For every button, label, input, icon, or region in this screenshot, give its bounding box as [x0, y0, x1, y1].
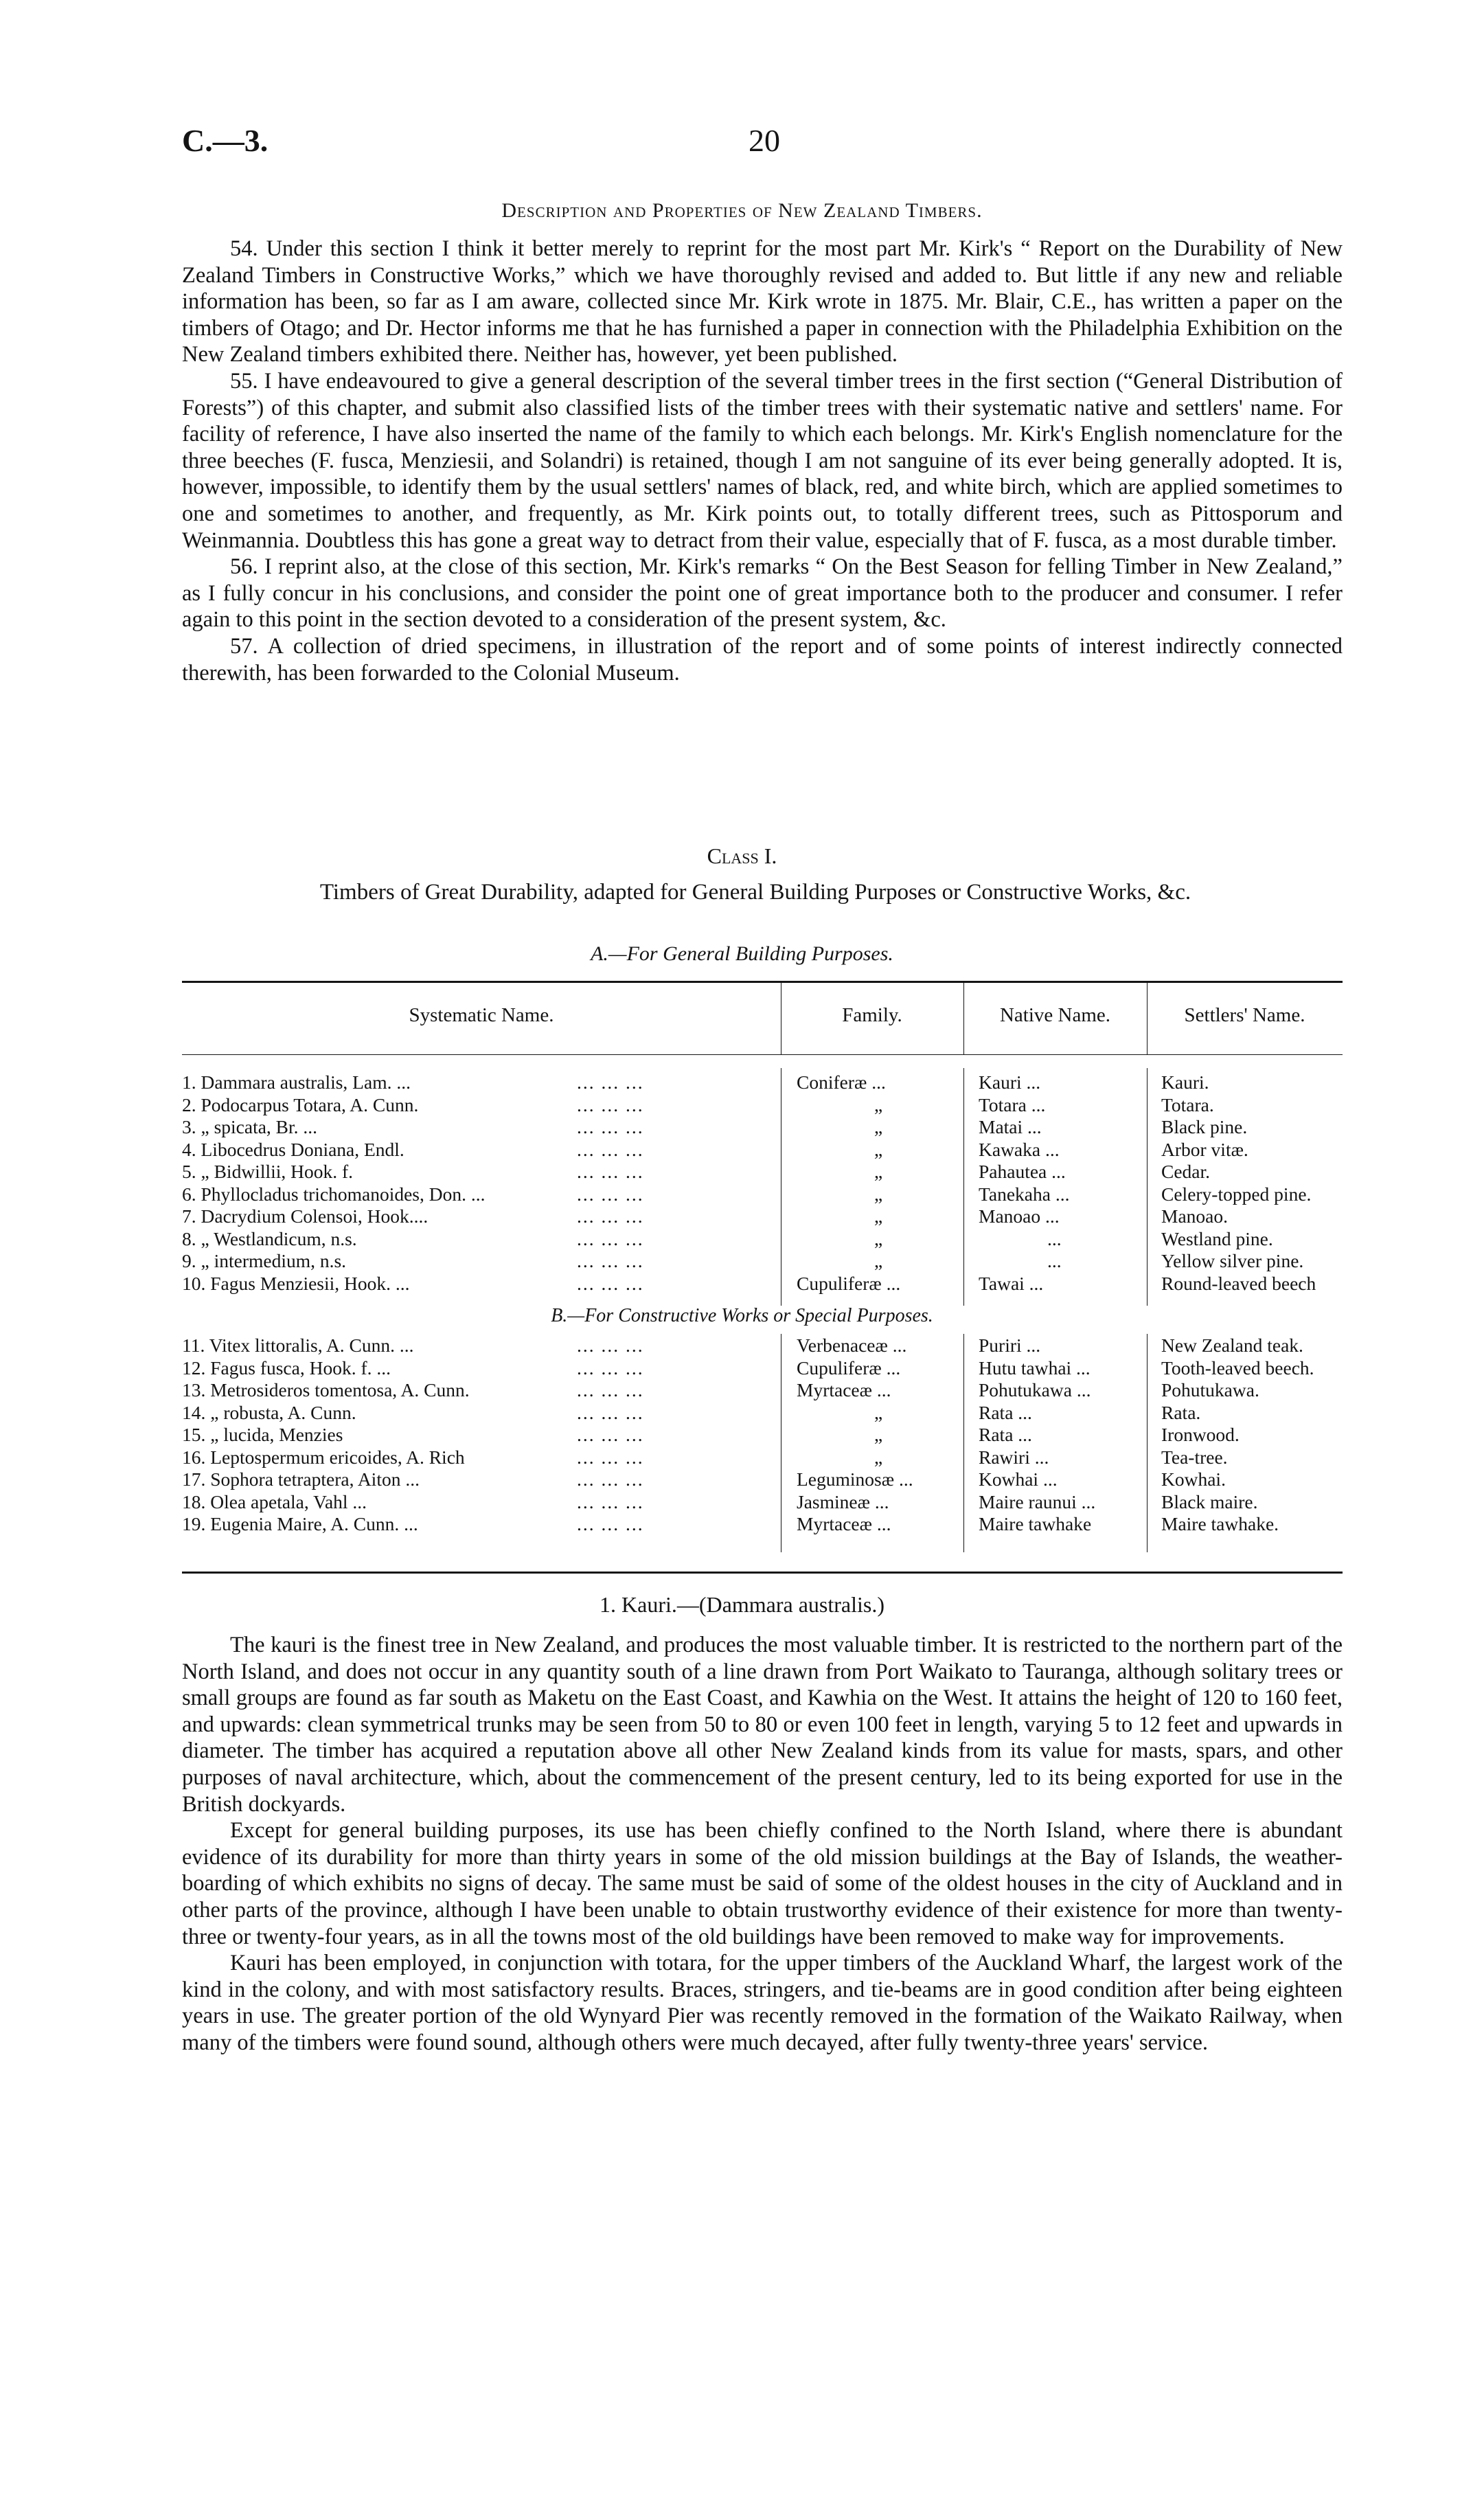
table-row: 14. „ robusta, A. Cunn. ... ... ... „ Rata ... Rata.: [182, 1401, 1201, 1423]
class-heading: Class I.: [707, 843, 777, 868]
table-row: 1. Dammara australis, Lam. ... ... ... ... Coniferæ ... Kauri ... Kauri.: [182, 1071, 1209, 1093]
kauri-text: [182, 1632, 1343, 2056]
table-row: 4. Libocedrus Doniana, Endl. ... ... ... „ Kawaka ... Arbor vitæ.: [182, 1138, 1248, 1160]
table-row: 5. „ Bidwillii, Hook. f. ... ... ... „ Pahautea ... Cedar.: [182, 1161, 1211, 1182]
paragraph-55: 55. I have endeavoured to give a general description of the several timber trees in the first section (“General Distribution of Forests”) of this chapter, and submit also classified lists of the timber trees with their systematic native and settlers' name. For facility of reference, I have also inserted the name of the family to which each belongs. Mr. Kirk's English nomenclature for the three beeches (F. fusca, Menziesii, and Solandri) is retained, though I am not sanguine of its ever being generally adopted. It is, however, impossible, to identify them by the usual settlers' names of black, red, and white birch, which are applied sometimes to one and sometimes to another, and frequently, as Mr. Kirk points out, to totally different trees, such as Pittosporum and Weinmannia. Doubtless this has gone a great way to detract from their value, especially that of F. fusca, as a most durable timber.: [182, 368, 1343, 553]
kauri-paragraph-3: Kauri has been employed, in conjunction with totara, for the upper timbers of the Auckland Wharf, the largest work of the kind in the colony, and with most satisfactory results. Braces, stringers, and tie-beams are in good condition after being eighteen years in use. The greater portion of the old Wynyard Pier was recently removed in the formation of the Waikato Railway, when many of the timbers were found sound, although others were much decayed, after fully twenty-three years' service.: [182, 1951, 1343, 2055]
table-row: 15. „ lucida, Menzies ... ... ... „ Rata ... Ironwood.: [182, 1424, 1240, 1445]
table-row: 18. Olea apetala, Vahl ... ... ... ... Jasmineæ ... Maire raunui ... Black maire.: [182, 1490, 1258, 1512]
subsection-b-title: B.—For Constructive Works or Special Purposes.: [551, 1305, 933, 1326]
table-header-rule: [182, 1054, 1343, 1055]
table-row: 16. Leptospermum ericoides, A. Rich ... ... ... „ Rawiri ... Tea-tree.: [182, 1446, 1228, 1468]
table-row: 10. Fagus Menziesii, Hook. ... ... ... ... Cupuliferæ ... Tawai ... Round-leaved beech: [182, 1272, 1316, 1294]
header-native: Native Name.: [999, 1004, 1111, 1026]
header-settlers: Settlers' Name.: [1184, 1004, 1305, 1026]
table-row: 9. „ intermedium, n.s. ... ... ... „ ... Yellow silver pine.: [182, 1250, 1304, 1271]
kauri-paragraph-2: Except for general building purposes, its use has been chiefly confined to the North Island, where there is abundant evidence of its durability for more than thirty years in some of the old mission buildings at the Bay of Islands, the weather-boarding of which exhibits no signs of decay. The same must be said of some of the oldest houses in the city of Auckland and in other parts of the province, although I have been unable to obtain trustworthy evidence of their existence for more than twenty-three or twenty-four years, as in all the towns most of the old buildings have been removed to make way for improvements.: [182, 1818, 1343, 1949]
table-top-rule: [182, 981, 1343, 983]
paragraph-57: 57. A collection of dried specimens, in illustration of the report and of some points of interest indirectly connected therewith, has been forwarded to the Colonial Museum.: [182, 633, 1343, 685]
table-row: 17. Sophora tetraptera, Aiton ... ... ... ... Leguminosæ ... Kowhai ... Kowhai.: [182, 1468, 1226, 1490]
table-row: 8. „ Westlandicum, n.s. ... ... ... „ ... Westland pine.: [182, 1227, 1273, 1249]
table-row: 11. Vitex littoralis, A. Cunn. ... ... ... ... Verbenaceæ ... Puriri ... New Zealand teak.: [182, 1335, 1303, 1356]
header-family: Family.: [842, 1004, 902, 1026]
kauri-paragraph-1: The kauri is the finest tree in New Zealand, and produces the most valuable timber. It is restricted to the northern part of the North Island, and does not occur in any quantity south of a line drawn from Port Waikato to Tauranga, although solitary trees or small groups are found as far south as Maketu on the East Coast, and Kawhia on the West. It attains the height of 120 to 160 feet, and upwards: clean symmetrical trunks may be seen from 50 to 80 or even 100 feet in length, varying 5 to 12 feet and upwards in diameter. The timber has acquired a reputation above all other New Zealand kinds from its value for masts, spars, and other purposes of naval architecture, which, about the commencement of the present century, led to its being exported for use in the British dockyards.: [182, 1633, 1343, 1817]
subsection-a-title: A.—For General Building Purposes.: [591, 942, 893, 965]
table-row: 19. Eugenia Maire, A. Cunn. ... ... ... ... Myrtaceæ ... Maire tawhake Maire tawhake.: [182, 1513, 1279, 1534]
document-code: C.—3.: [182, 123, 269, 158]
table-bottom-rule: [182, 1572, 1343, 1574]
page-number: 20: [749, 123, 780, 158]
table-b: [182, 1335, 1343, 1536]
table-row: 2. Podocarpus Totara, A. Cunn. ... ... ... „ Totara ... Totara.: [182, 1093, 1214, 1115]
table-row: 13. Metrosideros tomentosa, A. Cunn. ... ... ... Myrtaceæ ... Pohutukawa ... Pohutukawa.: [182, 1379, 1259, 1400]
table-row: 6. Phyllocladus trichomanoides, Don. ... ... ... ... „ Tanekaha ... Celery-topped pine.: [182, 1183, 1312, 1205]
kauri-heading: 1. Kauri.—(Dammara australis.): [600, 1592, 884, 1617]
table-row: 7. Dacrydium Colensoi, Hook.... ... ... ... „ Manoao ... Manoao.: [182, 1205, 1228, 1227]
table-row: 3. „ spicata, Br. ... ... ... ... „ Matai ... Black pine.: [182, 1116, 1248, 1137]
header-systematic: Systematic Name.: [409, 1004, 554, 1026]
paragraph-56: 56. I reprint also, at the close of this section, Mr. Kirk's remarks “ On the Best Season for felling Timber in New Zealand,” as I fully concur in his conclusions, and consider the point one of great importance both to the producer and consumer. I refer again to this point in the section devoted to a consideration of the present system, &c.: [182, 554, 1343, 633]
paragraph-54: 54. Under this section I think it better merely to reprint for the most part Mr. Kirk's “ Report on the Durability of New Zealand Timbers in Constructive Works,” which we have thoroughly revised and added to. But little if any new and reliable information has been, so far as I am aware, collected since Mr. Kirk wrote in 1875. Mr. Blair, C.E., has written a paper on the timbers of Otago; and Dr. Hector informs me that he has furnished a paper in connection with the Philadelphia Exhibition on the New Zealand timbers exhibited there. Neither has, however, yet been published.: [182, 236, 1343, 367]
class-title: Timbers of Great Durability, adapted for General Building Purposes or Constructive Works, &c.: [319, 880, 1191, 905]
table-row: 12. Fagus fusca, Hook. f. ... ... ... ... Cupuliferæ ... Hutu tawhai ... Tooth-leaved beech.: [182, 1357, 1314, 1379]
intro-text: [182, 236, 1343, 686]
section-title: Description and Properties of New Zealand Timbers.: [501, 199, 983, 222]
table-a: [182, 1071, 1343, 1295]
